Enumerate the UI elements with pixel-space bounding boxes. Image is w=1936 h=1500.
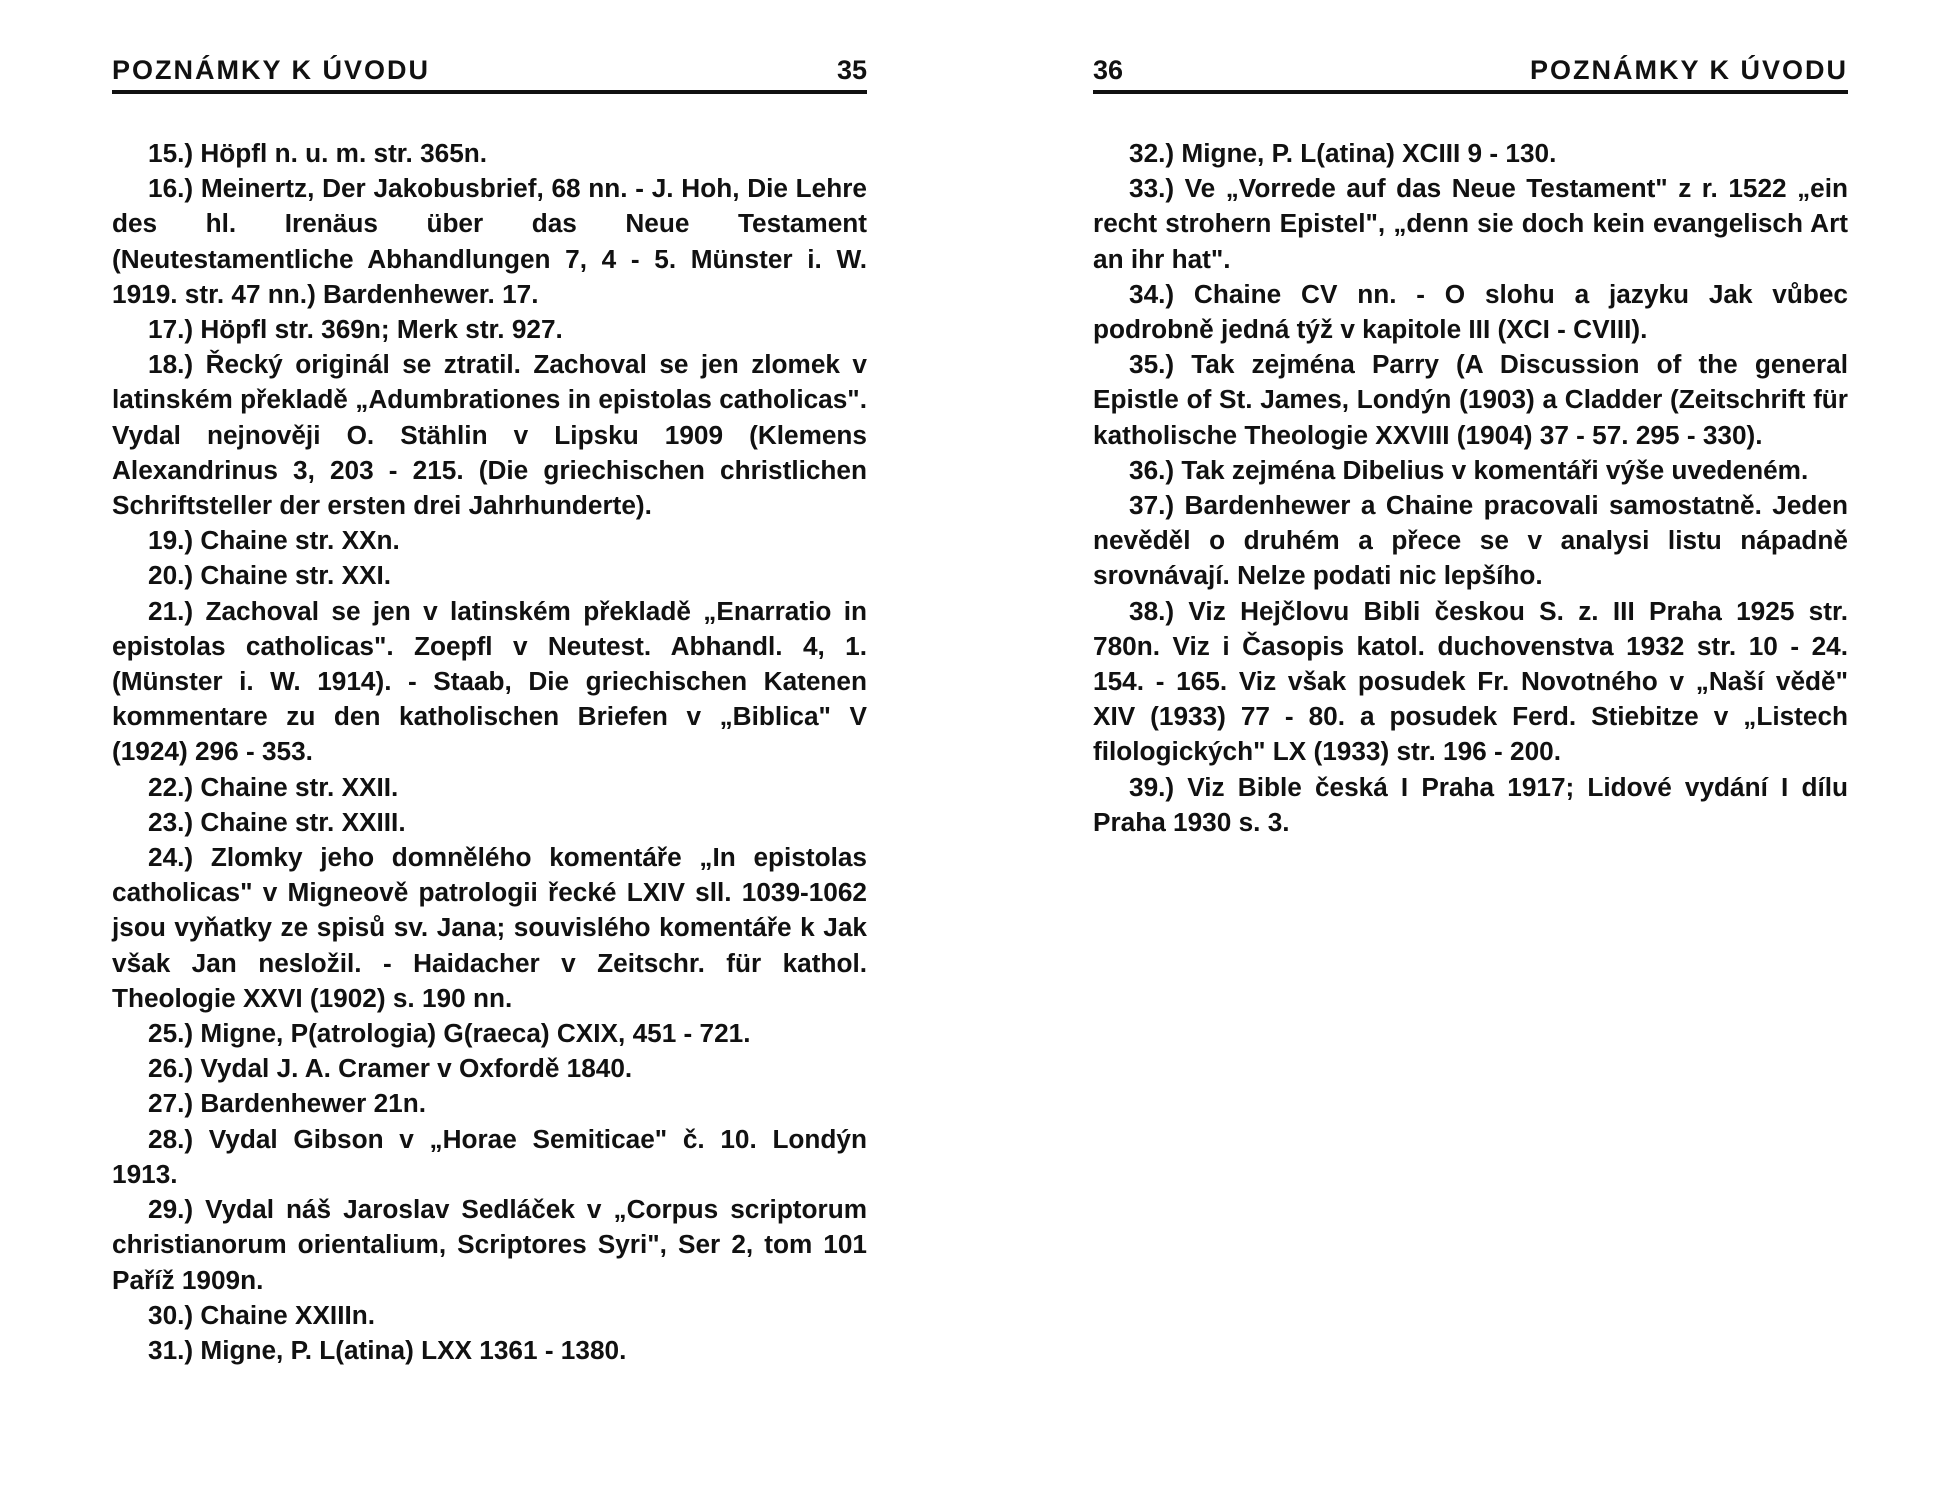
- header-rule: [112, 90, 867, 94]
- notes-list: [1093, 136, 1848, 840]
- note-36: 36.) Tak zejména Dibelius v komentáři výše uvedeném.: [1129, 454, 1809, 485]
- running-title: POZNÁMKY K ÚVODU: [1529, 55, 1848, 85]
- note-17: 17.) Höpfl str. 369n; Merk str. 927.: [148, 314, 563, 345]
- right-page: [1093, 52, 1848, 840]
- note-20: 20.) Chaine str. XXI.: [148, 560, 392, 591]
- note-18: 18.) Řecký originál se ztratil. Zachoval se jen zlomek v latinském překladě „Adumbrationes in epistolas catholicas". Vydal nejnověji O. Stählin v Lipsku 1909 (Klemens Alexandrinus 3, 203 - 215. (Die griechischen christlichen Schriftsteller der ersten drei Jahrhunderte).: [112, 349, 867, 521]
- note-29: 29.) Vydal náš Jaroslav Sedláček v „Corpus scriptorum christianorum orientalium, Scriptores Syri", Ser 2, tom 101 Paříž 1909n.: [112, 1194, 867, 1295]
- note-15: 15.) Höpfl n. u. m. str. 365n.: [148, 138, 488, 168]
- note-21: 21.) Zachoval se jen v latinském překladě „Enarratio in epistolas catholicas". Zoepfl v Neutest. Abhandl. 4, 1. (Münster i. W. 1914). - Staab, Die griechischen Katenen kommentare zu den katholischen Briefen v „Biblica" V (1924) 296 - 353.: [112, 595, 867, 767]
- note-27: 27.) Bardenhewer 21n.: [148, 1088, 426, 1119]
- notes-list: [112, 136, 867, 1368]
- page-number: 35: [836, 55, 867, 85]
- note-28: 28.) Vydal Gibson v „Horae Semiticae" č. 10. Londýn 1913.: [112, 1123, 867, 1189]
- note-23: 23.) Chaine str. XXIII.: [148, 806, 406, 837]
- note-35: 35.) Tak zejména Parry (A Discussion of the general Epistle of St. James, Londýn (1903) a Cladder (Zeitschrift für katholische Theologie XXVIII (1904) 37 - 57. 295 - 330).: [1093, 349, 1848, 450]
- note-19: 19.) Chaine str. XXn.: [148, 525, 400, 556]
- page-header: [1093, 52, 1848, 88]
- note-26: 26.) Vydal J. A. Cramer v Oxfordě 1840.: [148, 1053, 633, 1084]
- running-title: POZNÁMKY K ÚVODU: [112, 55, 431, 85]
- note-32: 32.) Migne, P. L(atina) XCIII 9 - 130.: [1129, 138, 1557, 168]
- note-16: 16.) Meinertz, Der Jakobusbrief, 68 nn. - J. Hoh, Die Lehre des hl. Irenäus über das Neue Testament (Neutestamentliche Abhandlungen 7, 4 - 5. Münster i. W. 1919. str. 47 nn.) Bardenhewer. 17.: [112, 173, 867, 309]
- note-30: 30.) Chaine XXIIIn.: [148, 1299, 376, 1330]
- left-page: [112, 52, 867, 1368]
- note-24: 24.) Zlomky jeho domnělého komentáře „In epistolas catholicas" v Migneově patrologii řecké LXIV sll. 1039-1062 jsou vyňatky ze spisů sv. Jana; souvislého komentáře k Jak však Jan nesložil. - Haidacher v Zeitschr. für kathol. Theologie XXVI (1902) s. 190 nn.: [112, 842, 867, 1013]
- note-37: 37.) Bardenhewer a Chaine pracovali samostatně. Jeden nevěděl o druhém a přece se v analysi listu nápadně srovnávají. Nelze podati nic lepšího.: [1093, 490, 1848, 591]
- note-34: 34.) Chaine CV nn. - O slohu a jazyku Jak vůbec podrobně jedná týž v kapitole III (XCI - CVIII).: [1093, 278, 1848, 345]
- note-31: 31.) Migne, P. L(atina) LXX 1361 - 1380.: [148, 1334, 627, 1365]
- note-22: 22.) Chaine str. XXII.: [148, 771, 399, 802]
- note-38: 38.) Viz Hejčlovu Bibli českou S. z. III Praha 1925 str. 780n. Viz i Časopis katol. duchovenstva 1932 str. 10 - 24. 154. - 165. Viz však posudek Fr. Novotného v „Naší vědě" XIV (1933) 77 - 80. a posudek Ferd. Stiebitze v „Listech filologických" LX (1933) str. 196 - 200.: [1093, 595, 1848, 767]
- note-33: 33.) Ve „Vorrede auf das Neue Testament" z r. 1522 „ein recht strohern Epistel", „denn sie doch kein evangelisch Art an ihr hat".: [1093, 173, 1848, 274]
- page-number: 36: [1093, 55, 1124, 85]
- header-rule: [1093, 90, 1848, 94]
- note-39: 39.) Viz Bible česká I Praha 1917; Lidové vydání I dílu Praha 1930 s. 3.: [1093, 771, 1848, 837]
- page-header: [112, 52, 867, 88]
- note-25: 25.) Migne, P(atrologia) G(raeca) CXIX, 451 - 721.: [148, 1018, 751, 1049]
